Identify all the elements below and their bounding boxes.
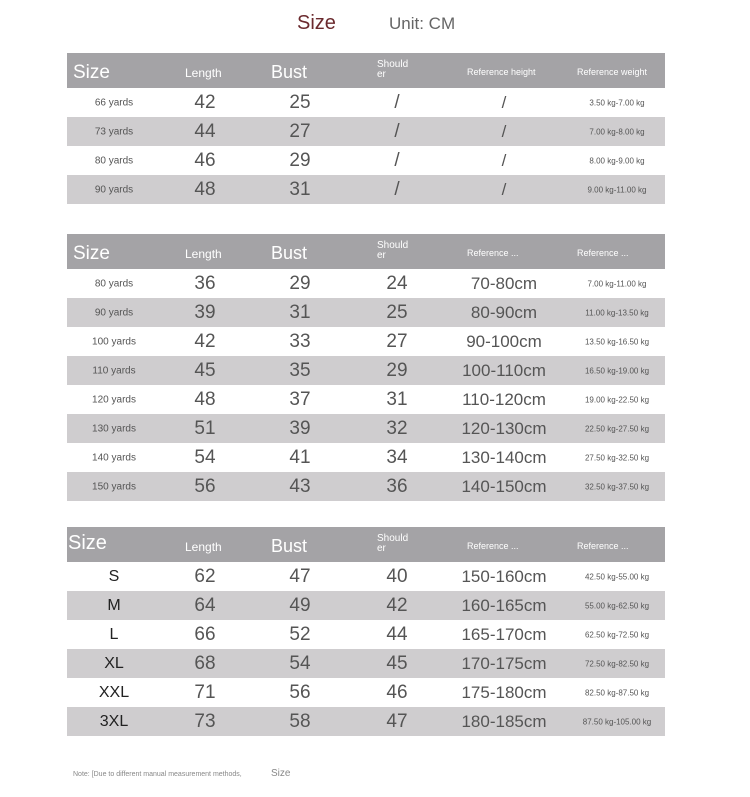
table-row bbox=[67, 414, 665, 443]
cell-shoulder: / bbox=[394, 120, 400, 142]
cell-reference-height: 110-120cm bbox=[462, 389, 546, 409]
cell-length: 62 bbox=[194, 565, 216, 587]
cell-reference-height: 160-165cm bbox=[461, 595, 547, 615]
cell-reference-weight: 7.00 kg-8.00 kg bbox=[589, 127, 645, 136]
table-row bbox=[67, 620, 665, 649]
cell-size: 90 yards bbox=[94, 184, 134, 195]
cell-length: 45 bbox=[194, 359, 216, 381]
header-shoulder: Shoulder bbox=[377, 240, 409, 261]
cell-reference-weight: 82.50 kg-87.50 kg bbox=[584, 688, 650, 697]
cell-reference-weight: 32.50 kg-37.50 kg bbox=[584, 482, 650, 491]
cell-bust: 29 bbox=[289, 149, 311, 171]
cell-shoulder: 27 bbox=[386, 330, 408, 352]
cell-size: 140 yards bbox=[92, 452, 136, 463]
cell-bust: 52 bbox=[289, 623, 311, 645]
cell-size: 80 yards bbox=[94, 278, 134, 289]
header-size: Size bbox=[73, 62, 110, 83]
cell-reference-weight: 62.50 kg-72.50 kg bbox=[584, 630, 650, 639]
cell-length: 42 bbox=[194, 330, 216, 352]
cell-shoulder: 42 bbox=[386, 594, 408, 616]
measurement-note: Note: [Due to different manual measurement methods, bbox=[73, 771, 242, 778]
cell-size: S bbox=[108, 567, 120, 585]
cell-shoulder: 40 bbox=[386, 565, 408, 587]
cell-reference-height: 175-180cm bbox=[461, 682, 547, 702]
table-row bbox=[67, 327, 665, 356]
table-row bbox=[67, 649, 665, 678]
cell-bust: 41 bbox=[289, 446, 311, 468]
table-row bbox=[67, 175, 665, 204]
page-title: Size bbox=[297, 12, 336, 34]
cell-shoulder: 44 bbox=[386, 623, 408, 645]
header-reference-height: Reference height bbox=[467, 67, 536, 77]
cell-reference-height: / bbox=[501, 179, 507, 199]
cell-reference-height: 140-150cm bbox=[461, 476, 547, 496]
cell-reference-height: 120-130cm bbox=[461, 418, 547, 438]
cell-shoulder: / bbox=[394, 149, 400, 171]
cell-length: 46 bbox=[194, 149, 216, 171]
cell-reference-height: 170-175cm bbox=[461, 653, 547, 673]
cell-bust: 31 bbox=[289, 301, 311, 323]
size-table-toddler bbox=[67, 53, 665, 204]
cell-size: 3XL bbox=[99, 712, 129, 730]
table-row bbox=[67, 356, 665, 385]
header-size: Size bbox=[73, 243, 110, 264]
table-header bbox=[67, 234, 665, 269]
cell-size: 110 yards bbox=[92, 365, 136, 376]
cell-reference-weight: 13.50 kg-16.50 kg bbox=[584, 337, 650, 346]
cell-bust: 27 bbox=[289, 120, 311, 142]
cell-size: L bbox=[109, 625, 119, 643]
cell-shoulder: 25 bbox=[386, 301, 408, 323]
cell-size: 120 yards bbox=[92, 394, 136, 405]
table-row bbox=[67, 298, 665, 327]
cell-bust: 49 bbox=[289, 594, 311, 616]
table-row bbox=[67, 707, 665, 736]
table-row bbox=[67, 385, 665, 414]
cell-reference-height: 80-90cm bbox=[470, 302, 538, 322]
table-row bbox=[67, 146, 665, 175]
cell-reference-weight: 9.00 kg-11.00 kg bbox=[587, 185, 647, 194]
cell-reference-height: 130-140cm bbox=[461, 447, 547, 467]
cell-bust: 31 bbox=[289, 178, 311, 200]
cell-length: 64 bbox=[194, 594, 216, 616]
cell-shoulder: 31 bbox=[386, 388, 408, 410]
table-row bbox=[67, 443, 665, 472]
cell-size: 90 yards bbox=[94, 307, 134, 318]
header-length: Length bbox=[185, 66, 222, 80]
cell-reference-height: 150-160cm bbox=[461, 566, 547, 586]
table-header bbox=[67, 527, 665, 562]
cell-size: 150 yards bbox=[92, 481, 136, 492]
header-shoulder: Shoulder bbox=[377, 533, 409, 554]
cell-reference-weight: 55.00 kg-62.50 kg bbox=[584, 601, 650, 610]
table-row bbox=[67, 117, 665, 146]
cell-shoulder: 45 bbox=[386, 652, 408, 674]
cell-size: XL bbox=[104, 654, 124, 672]
cell-length: 56 bbox=[194, 475, 216, 497]
header-reference-height: Reference ... bbox=[467, 541, 519, 551]
cell-reference-weight: 16.50 kg-19.00 kg bbox=[584, 366, 650, 375]
cell-shoulder: / bbox=[394, 178, 400, 200]
cell-bust: 37 bbox=[289, 388, 311, 410]
size-table-adult bbox=[67, 527, 665, 736]
cell-shoulder: 36 bbox=[386, 475, 408, 497]
table-row bbox=[67, 88, 665, 117]
cell-bust: 25 bbox=[289, 91, 311, 113]
cell-shoulder: 24 bbox=[386, 272, 408, 294]
header-reference-weight: Reference ... bbox=[577, 541, 629, 551]
cell-size: M bbox=[107, 596, 121, 614]
cell-bust: 54 bbox=[289, 652, 311, 674]
header-size: Size bbox=[68, 532, 107, 554]
cell-size: 130 yards bbox=[92, 423, 136, 434]
cell-length: 48 bbox=[194, 388, 216, 410]
cell-reference-weight: 87.50 kg-105.00 kg bbox=[582, 717, 652, 726]
header-shoulder: Shoulder bbox=[377, 59, 409, 80]
cell-length: 48 bbox=[194, 178, 216, 200]
cell-reference-weight: 42.50 kg-55.00 kg bbox=[584, 572, 650, 581]
cell-reference-height: 165-170cm bbox=[461, 624, 547, 644]
cell-reference-height: / bbox=[501, 150, 507, 170]
cell-shoulder: 29 bbox=[386, 359, 408, 381]
table-row bbox=[67, 678, 665, 707]
cell-length: 73 bbox=[194, 710, 216, 732]
header-reference-height: Reference ... bbox=[467, 248, 519, 258]
cell-shoulder: 34 bbox=[386, 446, 408, 468]
cell-size: 73 yards bbox=[94, 126, 134, 137]
cell-length: 71 bbox=[194, 681, 216, 703]
note-size-label: Size bbox=[271, 768, 291, 779]
cell-reference-height: / bbox=[501, 92, 507, 112]
table-row bbox=[67, 269, 665, 298]
cell-bust: 56 bbox=[289, 681, 311, 703]
cell-shoulder: 47 bbox=[386, 710, 408, 732]
cell-reference-weight: 11.00 kg-13.50 kg bbox=[585, 308, 649, 317]
cell-bust: 43 bbox=[289, 475, 311, 497]
header-bust: Bust bbox=[271, 536, 308, 556]
header-bust: Bust bbox=[271, 243, 308, 263]
cell-size: XXL bbox=[98, 683, 130, 701]
table-header bbox=[67, 53, 665, 88]
cell-length: 68 bbox=[194, 652, 216, 674]
header-reference-weight: Reference ... bbox=[577, 248, 629, 258]
header-reference-weight: Reference weight bbox=[577, 67, 648, 77]
cell-reference-height: 100-110cm bbox=[462, 360, 546, 380]
cell-reference-weight: 19.00 kg-22.50 kg bbox=[584, 395, 650, 404]
cell-length: 66 bbox=[194, 623, 216, 645]
cell-bust: 35 bbox=[289, 359, 311, 381]
header-length: Length bbox=[185, 247, 222, 261]
cell-reference-weight: 8.00 kg-9.00 kg bbox=[589, 156, 645, 165]
cell-bust: 47 bbox=[289, 565, 311, 587]
cell-length: 51 bbox=[194, 417, 216, 439]
cell-reference-height: 90-100cm bbox=[466, 331, 542, 351]
size-table-kids bbox=[67, 234, 665, 501]
unit-label: Unit: CM bbox=[389, 14, 456, 33]
cell-length: 36 bbox=[194, 272, 216, 294]
cell-length: 42 bbox=[194, 91, 216, 113]
cell-shoulder: 46 bbox=[386, 681, 408, 703]
cell-shoulder: 32 bbox=[386, 417, 408, 439]
cell-bust: 33 bbox=[289, 330, 311, 352]
table-row bbox=[67, 591, 665, 620]
header-length: Length bbox=[185, 540, 222, 554]
table-row bbox=[67, 562, 665, 591]
cell-reference-weight: 72.50 kg-82.50 kg bbox=[584, 659, 650, 668]
cell-reference-height: / bbox=[501, 121, 507, 141]
cell-shoulder: / bbox=[394, 91, 400, 113]
cell-length: 39 bbox=[194, 301, 216, 323]
header-bust: Bust bbox=[271, 62, 308, 82]
cell-size: 80 yards bbox=[94, 155, 134, 166]
cell-size: 100 yards bbox=[92, 336, 136, 347]
cell-bust: 39 bbox=[289, 417, 311, 439]
cell-reference-weight: 7.00 kg-11.00 kg bbox=[587, 279, 647, 288]
cell-bust: 58 bbox=[289, 710, 311, 732]
table-row bbox=[67, 472, 665, 501]
cell-reference-weight: 3.50 kg-7.00 kg bbox=[589, 98, 645, 107]
cell-reference-height: 70-80cm bbox=[470, 273, 538, 293]
cell-reference-weight: 27.50 kg-32.50 kg bbox=[584, 453, 650, 462]
cell-bust: 29 bbox=[289, 272, 311, 294]
cell-length: 44 bbox=[194, 120, 216, 142]
cell-reference-weight: 22.50 kg-27.50 kg bbox=[584, 424, 650, 433]
cell-reference-height: 180-185cm bbox=[461, 711, 547, 731]
cell-size: 66 yards bbox=[94, 97, 134, 108]
cell-length: 54 bbox=[194, 446, 216, 468]
